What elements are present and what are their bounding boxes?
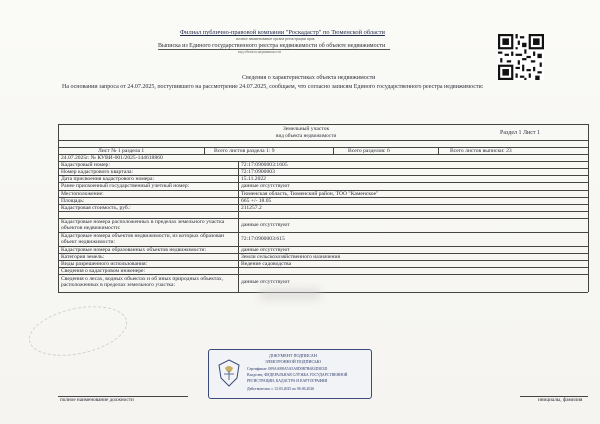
- object-type: Земельный участок: [283, 126, 330, 132]
- row-value: 665 +/- 18.05: [241, 197, 272, 204]
- row-value: Земли сельскохозяйственного назначения: [241, 253, 341, 260]
- row-label: Категория земель:: [61, 253, 105, 260]
- section-number: Раздел 1 Лист 1: [500, 130, 541, 136]
- row-label: Сведения о лесах, водных объектах и об иных природных объектах, расположенных в пределах земельного участка:: [61, 275, 224, 288]
- title-caption: вид объекта недвижимости: [238, 50, 281, 54]
- total-sections: Всего разделов: 6: [348, 147, 390, 154]
- signature-validity: Действителен: с 13.03.2025 по 06.06.2026: [247, 387, 315, 391]
- row-label: Кадастровый номер:: [61, 161, 110, 168]
- org-name: Филиал публично-правовой компании "Роскадастр" по Тюменской области: [180, 29, 385, 36]
- row-label: Кадастровая стоимость, руб.:: [61, 204, 131, 211]
- electronic-signature-stamp: [208, 349, 372, 399]
- row-label: Сведения о кадастровом инженере:: [61, 267, 146, 274]
- row-value: 211257.2: [241, 204, 262, 211]
- row-value: 72:17:0900003:615: [241, 236, 285, 242]
- name-caption: инициалы, фамилия: [538, 397, 583, 403]
- position-caption: полное наименование должности: [60, 397, 134, 403]
- row-value: 15.11.2022: [241, 175, 266, 182]
- row-value: 72:17:0900003:1605: [241, 161, 288, 168]
- coat-of-arms-icon: [215, 358, 243, 388]
- row-label: Местоположение:: [61, 190, 104, 197]
- total-sheets-section: Всего листов раздела 1: 9: [214, 147, 275, 154]
- signature-title-2: ЭЛЕКТРОННОЙ ПОДПИСЬЮ: [265, 359, 322, 364]
- row-value: данные отсутствуют: [241, 246, 290, 253]
- row-value: данные отсутствуют: [241, 183, 290, 189]
- extract-date-number: 24.07.2025г. № КУВИ-001/2025-144618860: [61, 154, 163, 161]
- row-value: Ведение садоводства: [241, 260, 292, 267]
- object-type-caption: вид объекта недвижимости: [276, 133, 337, 139]
- row-label: Кадастровые номера расположенных в пределах земельного участка объектов недвижимости:: [61, 219, 225, 232]
- total-sheets-extract: Всего листов выписки: 23: [450, 147, 512, 154]
- row-label: Кадастровые номера объектов недвижимости, из которых образован объект недвижимости:: [61, 233, 225, 246]
- row-value: 72:17:0900003: [241, 168, 275, 175]
- section-title: Сведения о характеристиках объекта недвижимости: [242, 75, 376, 81]
- row-label: Площадь:: [61, 197, 85, 204]
- signature-owner: Владелец: ФЕДЕРАЛЬНАЯ СЛУЖБА ГОСУДАРСТВЕННОЙ: [247, 373, 348, 377]
- characteristics-table: [58, 124, 588, 292]
- row-value: Тюменская область, Тюменский район, ТОО "Каменское": [241, 190, 379, 197]
- row-label: Виды разрешенного использования:: [61, 260, 148, 267]
- row-value: данные отсутствуют: [241, 222, 290, 228]
- row-label: Ранее присвоенный государственный учетный номер:: [61, 183, 190, 189]
- intro-text: На основании запроса от 24.07.2025, поступившего на рассмотрение 24.07.2025, сообщаем, что согласно записям Единого государственного реестра недвижимости:: [62, 84, 484, 90]
- row-value: данные отсутствуют: [241, 279, 290, 285]
- redaction-smudge: [260, 288, 320, 300]
- signature-certificate: Сертификат: 009AA8BA5A5A8D0B7B6E4D3E3D: [247, 367, 328, 371]
- document-title: Выписка из Единого государственного реестра недвижимости об объекте недвижимости: [158, 43, 386, 49]
- faint-stamp: [24, 298, 131, 364]
- row-label: Дата присвоения кадастрового номера:: [61, 175, 155, 182]
- signature-title: ДОКУМЕНТ ПОДПИСАН: [269, 353, 317, 358]
- row-label: Номер кадастрового квартала:: [61, 168, 134, 175]
- signature-owner-2: РЕГИСТРАЦИИ, КАДАСТРА И КАРТОГРАФИИ: [247, 379, 328, 383]
- sheet-number: Лист № 1 раздела 1: [98, 147, 145, 154]
- qr-code-icon: [498, 34, 544, 80]
- org-caption: полное наименование органа регистрации прав: [236, 37, 315, 41]
- row-label: Кадастровые номера образованных объектов недвижимости:: [61, 246, 207, 253]
